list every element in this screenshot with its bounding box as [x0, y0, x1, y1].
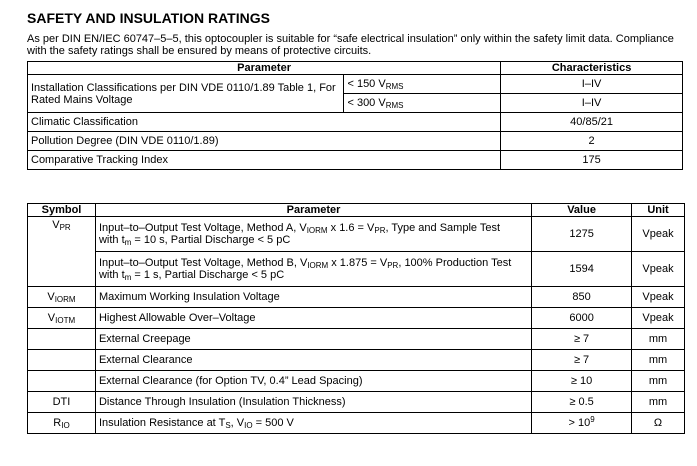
- symbol-empty: [28, 350, 96, 371]
- condition-300v: < 300 $V_{RMS}$: [344, 94, 501, 113]
- intro-paragraph: As per DIN EN/IEC 60747–5–5, this optocoupler is suitable for “safe electrical insulation” only within the safety limit data. Compliance with the safety ratings shall be ensured by means of protective circuits.: [27, 33, 674, 57]
- table-row: [28, 287, 685, 308]
- value-creepage: ≥ 7: [532, 329, 632, 350]
- table-row: [28, 132, 683, 151]
- value-clearance-tv: ≥ 10: [532, 371, 632, 392]
- table-row: [28, 413, 685, 434]
- unit-dti: mm: [632, 392, 685, 413]
- value-dti: ≥ 0.5: [532, 392, 632, 413]
- value-rio: > $10^9$: [532, 413, 632, 434]
- unit-clearance-tv: mm: [632, 371, 685, 392]
- symbol-viotm: $V_{IOTM}$: [28, 308, 96, 329]
- unit-viorm: Vpeak: [632, 287, 685, 308]
- unit-creepage: mm: [632, 329, 685, 350]
- climatic-label: Climatic Classification: [28, 113, 501, 132]
- table-row: [28, 350, 685, 371]
- value-clearance: ≥ 7: [532, 350, 632, 371]
- param-rio: Insulation Resistance at $T_S$, $V_{IO} = 500$ V: [95, 413, 531, 434]
- value-viotm: 6000: [532, 308, 632, 329]
- param-clearance-tv: External Clearance (for Option TV, 0.4” Lead Spacing): [95, 371, 531, 392]
- header-characteristics: Characteristics: [501, 62, 683, 75]
- table-header-row: [28, 204, 685, 217]
- installation-label: Installation Classifications per DIN VDE 0110/1.89 Table 1, For Rated Mains Voltage: [28, 75, 344, 113]
- param-clearance: External Clearance: [95, 350, 531, 371]
- param-creepage: External Creepage: [95, 329, 531, 350]
- table-row: [28, 252, 685, 287]
- pollution-value: 2: [501, 132, 683, 151]
- condition-150v: < 150 $V_{RMS}$: [344, 75, 501, 94]
- symbol-dti: DTI: [28, 392, 96, 413]
- param-viotm: Highest Allowable Over–Voltage: [95, 308, 531, 329]
- param-vpr-method-b: Input–to–Output Test Voltage, Method B, $V_{IORM}$ x $1.875 = V_{PR}$, 100% Production Test with $t_m = 1$ s, Partial Discharge < 5 pC: [95, 252, 531, 287]
- table-row: [28, 329, 685, 350]
- symbol-viorm: $V_{IORM}$: [28, 287, 96, 308]
- table-row: [28, 392, 685, 413]
- table-row: [28, 75, 683, 94]
- value-150v: I–IV: [501, 75, 683, 94]
- value-vpr-method-a: 1275: [532, 217, 632, 252]
- value-vpr-method-b: 1594: [532, 252, 632, 287]
- symbol-vpr: $V_{PR}$: [28, 217, 96, 287]
- table-header-row: [28, 62, 683, 75]
- table-row: [28, 308, 685, 329]
- unit-viotm: Vpeak: [632, 308, 685, 329]
- header-symbol: Symbol: [28, 204, 96, 217]
- installation-ratings-table: [27, 61, 683, 170]
- symbol-empty: [28, 329, 96, 350]
- insulation-values-table: [27, 203, 685, 434]
- header-value: Value: [532, 204, 632, 217]
- unit-vpr-method-a: Vpeak: [632, 217, 685, 252]
- param-dti: Distance Through Insulation (Insulation Thickness): [95, 392, 531, 413]
- symbol-empty: [28, 371, 96, 392]
- header-parameter: Parameter: [95, 204, 531, 217]
- tracking-value: 175: [501, 151, 683, 170]
- unit-clearance: mm: [632, 350, 685, 371]
- header-parameter: Parameter: [28, 62, 501, 75]
- value-viorm: 850: [532, 287, 632, 308]
- pollution-label: Pollution Degree (DIN VDE 0110/1.89): [28, 132, 501, 151]
- table-row: [28, 217, 685, 252]
- param-viorm: Maximum Working Insulation Voltage: [95, 287, 531, 308]
- table-row: [28, 113, 683, 132]
- value-300v: I–IV: [501, 94, 683, 113]
- table-row: [28, 371, 685, 392]
- param-vpr-method-a: Input–to–Output Test Voltage, Method A, $V_{IORM}$ x $1.6 = V_{PR}$, Type and Sample Test with $t_m = 10$ s, Partial Discharge < 5 pC: [95, 217, 531, 252]
- unit-vpr-method-b: Vpeak: [632, 252, 685, 287]
- section-title: SAFETY AND INSULATION RATINGS: [27, 10, 270, 26]
- tracking-label: Comparative Tracking Index: [28, 151, 501, 170]
- header-unit: Unit: [632, 204, 685, 217]
- table-row: [28, 151, 683, 170]
- climatic-value: 40/85/21: [501, 113, 683, 132]
- symbol-rio: $R_{IO}$: [28, 413, 96, 434]
- unit-rio: Ω: [632, 413, 685, 434]
